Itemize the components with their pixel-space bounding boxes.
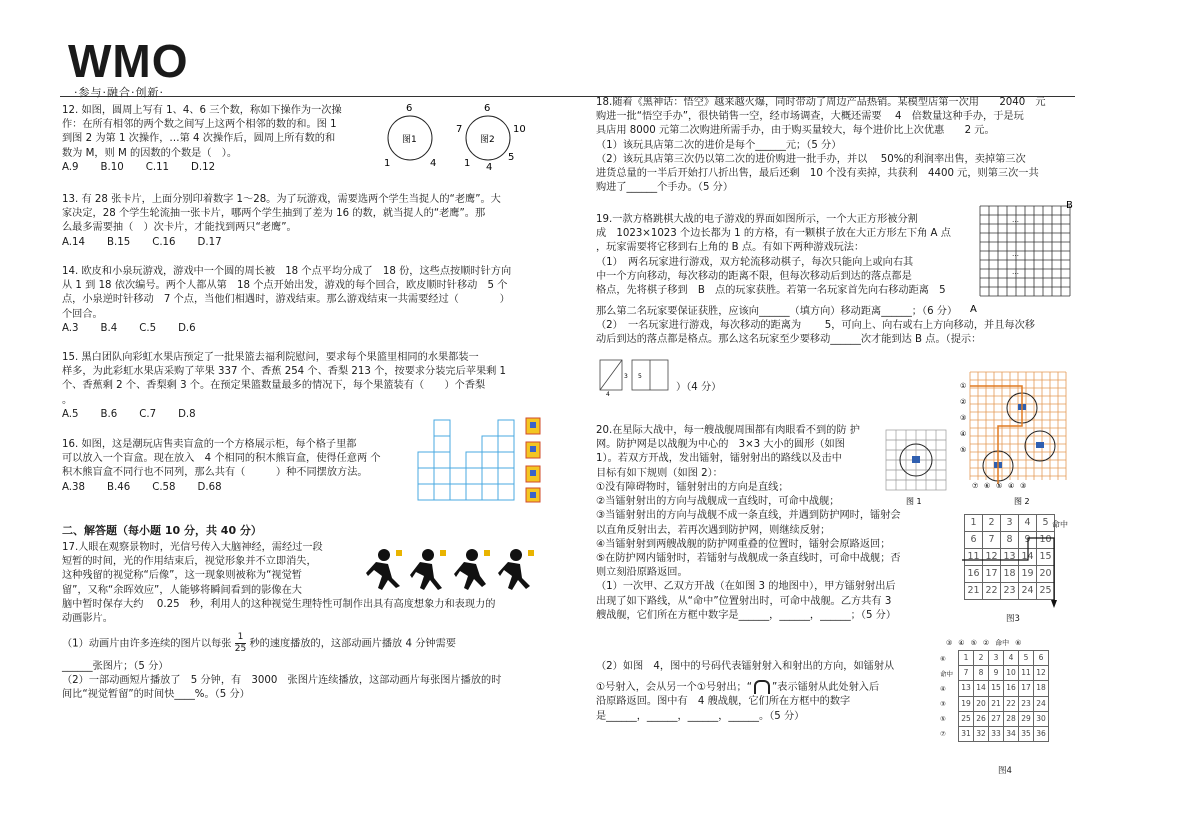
question-12 <box>62 104 382 175</box>
fig4-top-label: 命中 <box>995 639 1010 647</box>
q20-line: 艘战舰，它们所在方框中数字是______，______，______；（5 分） <box>596 609 897 621</box>
hint-num: 3 <box>624 373 628 380</box>
option-a: A.38 <box>62 481 85 493</box>
fig2-side-label: ③ <box>960 414 967 422</box>
fig4-cell: 32 <box>974 727 989 742</box>
option-d: D.12 <box>191 161 216 173</box>
q12-line: 到图 2 为第 1 次操作，…第 4 次操作后，圆周上所有数的和 <box>62 133 336 145</box>
fig4-cell: 10 <box>1004 666 1019 681</box>
q17-line: 短暂的时间，光的作用结束后，视觉形象并不立即消失， <box>62 556 317 568</box>
q19-line: 那么第二名玩家要保证获胜，应该向______（填方向）移动距离______；（6 分） <box>596 306 958 317</box>
fig4-side-label: ⑥ <box>940 655 946 663</box>
fig2-bottom-label: ⑥ <box>984 482 991 490</box>
fig2-num: 4 <box>486 162 493 172</box>
fraction-num: 1 <box>235 632 246 644</box>
fig4-cell: 17 <box>1019 681 1034 696</box>
fig4-grid <box>958 650 1049 742</box>
slogan: ·参与·融合·创新· <box>74 86 164 99</box>
option-c: C.16 <box>152 236 176 248</box>
fig3-cell: 3 <box>1001 515 1019 532</box>
ellipsis: … <box>1012 216 1019 224</box>
fig4-row <box>959 727 1049 742</box>
fig3-cell: 6 <box>965 532 983 549</box>
q19-line: 中一个方向移动，每次移动的距离不限，但每次移动后到达的落点都是 <box>596 270 912 282</box>
hint-num: 4 <box>606 391 610 396</box>
fig4-cell: 31 <box>959 727 974 742</box>
fig3-cell: 12 <box>983 549 1001 566</box>
q16-options <box>62 481 422 495</box>
question-20-part2 <box>596 660 936 724</box>
fig2-label: 图2 <box>480 135 495 145</box>
q17-part1-line2 <box>62 660 552 703</box>
q13-options <box>62 236 552 250</box>
fig4-cell: 26 <box>974 711 989 726</box>
fig4-cell: 1 <box>959 651 974 666</box>
q18-line: （2）该玩具店第三次仍以第二次的进价购进一批手办，并以 50%的利润率出售，卖掉第三次 <box>596 153 1026 165</box>
q14-line: 个回合。 <box>62 308 103 320</box>
fig1-label: 图1 <box>402 135 417 145</box>
fig3-cell: 5 <box>1037 515 1055 532</box>
question-16 <box>62 438 422 495</box>
fig4-top-label: ④ <box>958 639 965 647</box>
fig2-num: 10 <box>513 124 526 135</box>
q14-line: 从 1 到 18 依次编号。两个人都从第 18 个点开始出发，游戏的每个回合，欧皮顺时针移动 5 个 <box>62 280 508 292</box>
fig2-side-label: ⑤ <box>960 446 967 454</box>
fig2-num: 5 <box>508 152 515 163</box>
q18-line: （1）该玩具店第二次的进价是每个______元；（5 分） <box>596 139 842 151</box>
fig3-cell: 1 <box>965 515 983 532</box>
q19-line: 19.一款方格跳棋大战的电子游戏的界面如图所示，一个大正方形被分割 <box>596 214 918 225</box>
fig4-top-label: ② <box>982 639 990 647</box>
fig4-cell: 14 <box>974 681 989 696</box>
q18-line: 进货总量的一半后开始打八折出售，最后还剩 10 个没有卖掉，共获利 4400 元，则第三次一共 <box>596 168 1039 180</box>
fig4-row <box>959 651 1049 666</box>
q13-line: 家决定，28 个学生轮流抽一张卡片，哪两个学生抽到了差为 16 的数，就当捉人的“老鹰”。那 <box>62 208 486 220</box>
fig4-cell: 20 <box>974 696 989 711</box>
checker-board-figure <box>966 196 1076 316</box>
fig4-cell: 36 <box>1034 727 1049 742</box>
q20-text: ”表示镭射从此处射入后 <box>771 682 880 694</box>
option-c: C.58 <box>152 481 176 493</box>
fig4-cell: 5 <box>1019 651 1034 666</box>
fig4-cell: 23 <box>1019 696 1034 711</box>
q13-line: 13. 有 28 张卡片，上面分别印着数字 1～28。为了玩游戏，需要选两个学生当捉人的“老鹰”。大 <box>62 194 501 205</box>
q20-line: 出现了如下路线，从“命中”位置射出时，可命中战舰。乙方共有 3 <box>596 595 892 607</box>
point-b-label: B <box>1066 200 1073 211</box>
q19-line: （1） 两名玩家进行游戏，双方轮流移动棋子，每次只能向上或向右其 <box>596 256 914 268</box>
fig3-cell: 18 <box>1001 566 1019 583</box>
option-b: B.46 <box>107 481 131 493</box>
fig4-cell: 4 <box>1004 651 1019 666</box>
shield-figure-1 <box>884 428 948 508</box>
q15-line: 。 <box>62 394 73 406</box>
fig3-cell: 11 <box>965 549 983 566</box>
fig4-top-label: ⑥ <box>1015 639 1022 647</box>
question-14 <box>62 265 552 336</box>
fig4-cell: 12 <box>1034 666 1049 681</box>
q17-line: （2）一部动画短片播放了 5 分钟，有 3000 张图片连续播放，这部动画片每张图片播放的时 <box>62 675 502 687</box>
fig4-cell: 13 <box>959 681 974 696</box>
fig2-bottom-label: ⑤ <box>996 482 1003 490</box>
fig1-num: 6 <box>406 103 413 114</box>
fig3-row <box>965 515 1055 532</box>
fig4-cell: 15 <box>989 681 1004 696</box>
blind-box-icons <box>526 418 540 502</box>
q20-line: 则立刻沿原路返回。 <box>596 567 688 579</box>
option-b: B.4 <box>100 322 118 334</box>
q12-line: 作：在所有相邻的两个数之间写上这两个相邻的数的和。图 1 <box>62 119 337 131</box>
q17-line: 这种残留的视觉称“后像”，这一现象则被称为“视觉暂 <box>62 570 302 582</box>
q19-line: ，玩家需要将它移到右上角的 B 点。有如下两种游戏玩法： <box>596 242 865 254</box>
option-d: D.17 <box>197 236 222 248</box>
fig2-caption: 图 2 <box>1014 497 1030 506</box>
wmo-logo: WMO <box>68 35 189 87</box>
q12-line: 12. 如图，圆周上写有 1、4、6 三个数，称如下操作为一次操 <box>62 105 342 116</box>
fig4-side-label: ③ <box>940 700 946 708</box>
q17-line: 脑中暂时保存大约 0.25 秒，利用人的这种视觉生理特性可制作出具有高度想象力和表现力的 <box>62 598 496 610</box>
fig4-cell: 22 <box>1004 696 1019 711</box>
fraction <box>235 632 246 655</box>
fig1-caption: 图 1 <box>906 497 922 506</box>
q17-part1-text: （1）动画片由许多连续的图片以每张 <box>62 638 232 650</box>
fig3-cell: 22 <box>983 583 1001 600</box>
fig3-cell: 4 <box>1019 515 1037 532</box>
fig4-cell: 21 <box>989 696 1004 711</box>
fig4-cell: 30 <box>1034 711 1049 726</box>
fig4-top-labels <box>946 636 1066 650</box>
fig4-cell: 7 <box>959 666 974 681</box>
q17-line: 17.人眼在观察景物时，光信号传入大脑神经，需经过一段 <box>62 542 323 553</box>
q20-line: 20.在星际大战中，每一艘战舰周围都有肉眼看不到的防 护 <box>596 425 860 436</box>
fig3-laser-path <box>958 534 1068 614</box>
q20-text: ①号射入，会从另一个①号射出；“ <box>596 682 752 694</box>
fig3-cell: 14 <box>1019 549 1037 566</box>
fig2-side-label: ① <box>960 382 967 390</box>
fig3-cell: 2 <box>983 515 1001 532</box>
fraction-den: 25 <box>234 644 247 654</box>
q14-line: 14. 欧皮和小泉玩游戏，游戏中一个圆的周长被 18 个点平均分成了 18 份，这些点按顺时针方向 <box>62 266 512 277</box>
fig4-row <box>959 666 1049 681</box>
q20-line <box>596 680 936 695</box>
fig2-bottom-label: ③ <box>1020 482 1027 490</box>
q20-line: （1）一次甲、乙双方开战（在如图 3 的地图中），甲方镭射射出后 <box>596 581 896 593</box>
running-figures-image <box>362 546 542 592</box>
q19-line: 成 1023×1023 个边长都为 1 的方格，有一颗棋子放在大正方形左下角 A 点 <box>596 228 951 240</box>
hint-num: 5 <box>638 373 642 380</box>
fig3-hit-label: 命中 <box>1052 520 1068 529</box>
fig4-cell: 28 <box>1004 711 1019 726</box>
fig4-cell: 9 <box>989 666 1004 681</box>
fig3-cell: 13 <box>1001 549 1019 566</box>
fig4-cell: 8 <box>974 666 989 681</box>
q19-line: （2） 一名玩家进行游戏，每次移动的距离为 5，可向上、向右或右上方向移动，并且每次移 <box>596 320 1035 332</box>
q20-line: ⑤在防护网内镭射时，若镭射与战舰成一条直线时，可命中战舰；否 <box>596 553 901 565</box>
q18-line: 18.随着《黑神话：悟空》越来越火爆，同时带动了周边产品热销。某模型店第一次用 2040 元 <box>596 97 1046 108</box>
q20-line: （2）如图 4，图中的号码代表镭射射入和射出的方向，如镭射从 <box>596 661 895 672</box>
q20-line: 是______，______，______，______。（5 分） <box>596 710 805 722</box>
fig4-side-label: ⑦ <box>940 730 946 738</box>
q16-line: 16. 如图，这是潮玩店售卖盲盒的一个方格展示柜，每个格子里都 <box>62 439 357 450</box>
option-c: C.7 <box>139 408 157 420</box>
q17-line: 动画影片。 <box>62 613 113 625</box>
q13-line: 么最多需要抽（ ）次卡片，才能找到两只“老鹰”。 <box>62 222 297 234</box>
fig2-bottom-label: ⑦ <box>972 482 979 490</box>
q17-line: ______张图片；（5 分） <box>62 661 169 672</box>
fig4-row <box>959 681 1049 696</box>
ship-icon <box>912 456 920 463</box>
q18-line: 购进一批“悟空手办”，很快销售一空，经市场调查，大概还需要 4 倍数量这种手办，于是玩 <box>596 111 1024 123</box>
fig2-num: 6 <box>484 103 491 114</box>
fig2-num: 7 <box>456 124 463 135</box>
q18-line: 具店用 8000 元第二次购进所需手办，由于购买量较大，每个进价比上次优惠 2 元。 <box>596 125 995 137</box>
fig3-cell: 7 <box>983 532 1001 549</box>
fig4-cell: 29 <box>1019 711 1034 726</box>
q20-line: 沿原路返回。图中有 4 艘战舰，它们所在方框中的数字 <box>596 696 851 708</box>
option-a: A.5 <box>62 408 79 420</box>
q20-line: 1）。若双方开战，发出镭射，镭射射出的路线以及击中 <box>596 453 842 465</box>
shield-figure-2 <box>958 368 1076 508</box>
q20-line: 目标有如下规则（如图 2）： <box>596 467 723 479</box>
fig3-cell: 20 <box>1037 566 1055 583</box>
q20-line: ②当镭射射出的方向与战舰成一直线时，可命中战舰； <box>596 496 840 508</box>
fig3-cell: 25 <box>1037 583 1055 600</box>
q19-hint-figure <box>598 356 672 396</box>
option-d: D.6 <box>178 322 196 334</box>
question-13 <box>62 193 552 250</box>
q17-line: 间比“视觉暂留”的时间快____%。（5 分） <box>62 689 250 701</box>
option-a: A.14 <box>62 236 85 248</box>
fig4-cell: 6 <box>1034 651 1049 666</box>
fig3-cell: 15 <box>1037 549 1055 566</box>
fig3-cell: 10 <box>1037 532 1055 549</box>
option-d: D.8 <box>178 408 196 420</box>
fig1-num: 1 <box>384 158 391 169</box>
fig4-row <box>959 696 1049 711</box>
fig3-cell: 8 <box>1001 532 1019 549</box>
question-18 <box>596 96 1076 195</box>
q20-line: 网。防护网是以战舰为中心的 3×3 大小的圆形（如图 <box>596 439 845 451</box>
q15-line: 样多，为此彩虹水果店采购了苹果 337 个、香蕉 254 个、香梨 213 个，按要求分装完后苹果剩 1 <box>62 366 507 378</box>
option-c: C.5 <box>139 322 157 334</box>
fig4-cell: 11 <box>1019 666 1034 681</box>
fig4-top-label: ⑤ <box>970 639 977 647</box>
q20-line: ④当镭射射到两艘战舰的防护网重叠的位置时，镭射会原路返回； <box>596 538 891 550</box>
q17-line: 留”，又称“余晖效应”，人能够将瞬间看到的影像在大 <box>62 584 302 596</box>
section-2-heading: 二、解答题（每小题 10 分，共 40 分） <box>62 524 262 537</box>
q20-line: ①没有障碍物时，镭射射出的方向是直线； <box>596 482 789 493</box>
q20-line: ③当镭射射出的方向与战舰不成一条直线，并遇到防护网时，镭射会 <box>596 510 901 522</box>
q19-line: 格点，先将棋子移到 B 点的玩家获胜。若第一名玩家首先向右移动距离 5 <box>596 285 946 297</box>
fig4-top-label: ③ <box>946 639 953 647</box>
return-arrow-icon <box>754 680 770 694</box>
fig3-cell: 9 <box>1019 532 1037 549</box>
fig3-cell: 16 <box>965 566 983 583</box>
q12-line: 数为 M，则 M 的因数的个数是（ ）。 <box>62 147 238 159</box>
fig2-side-label: ④ <box>960 430 967 438</box>
fig2-num: 1 <box>464 158 471 169</box>
fig4-cell: 16 <box>1004 681 1019 696</box>
fig1-num: 4 <box>430 158 437 169</box>
fig3-cell: 21 <box>965 583 983 600</box>
fig4-cell: 33 <box>989 727 1004 742</box>
q15-line: 个、香蕉剩 2 个、香梨剩 3 个。在预定果篮数量最多的情况下，每个果篮装有（ ）个香梨 <box>62 380 486 392</box>
display-cabinet-grid <box>414 412 552 504</box>
fig4-cell: 3 <box>989 651 1004 666</box>
fig4-cell: 2 <box>974 651 989 666</box>
ellipsis: … <box>1012 268 1019 276</box>
fig2-side-label: ② <box>960 398 967 406</box>
q16-line: 可以放入一个盲盒。现在放入 4 个相同的积木熊盲盒，使得任意两 个 <box>62 453 381 465</box>
option-b: B.15 <box>107 236 131 248</box>
fig4-side-label: ⑤ <box>940 715 946 723</box>
fig4-side-label: 命中 <box>940 670 953 678</box>
option-d: D.68 <box>197 481 222 493</box>
fig4-cell: 18 <box>1034 681 1049 696</box>
fig4-cell: 34 <box>1004 727 1019 742</box>
option-c: C.11 <box>145 161 170 173</box>
fig4-cell: 27 <box>989 711 1004 726</box>
option-b: B.10 <box>100 161 124 173</box>
question-20 <box>596 424 888 481</box>
fig4-cell: 24 <box>1034 696 1049 711</box>
q17-part1 <box>62 632 552 655</box>
fig3-caption: 图3 <box>1006 614 1020 624</box>
fig4-caption: 图4 <box>998 766 1012 776</box>
q12-options <box>62 161 382 175</box>
q20-line: 以直角反射出去，若再次遇到防护网，则继续反射； <box>596 524 831 536</box>
q16-line: 积木熊盲盒不同行也不同列，那么共有（ ）种不同摆放方法。 <box>62 467 368 479</box>
fig3-cell: 19 <box>1019 566 1037 583</box>
fig4-side-labels <box>940 652 953 742</box>
point-a-label: A <box>970 304 977 315</box>
option-a: A.9 <box>62 161 79 173</box>
q18-line: 购进了______个手办。（5 分） <box>596 182 734 194</box>
q19-hint-tail: ）（4 分） <box>676 382 722 393</box>
fig3-cell: 17 <box>983 566 1001 583</box>
q12-circle-figures <box>380 100 540 172</box>
fig4-cell: 19 <box>959 696 974 711</box>
q15-line: 15. 黑白团队向彩虹水果店预定了一批果篮去福利院慰问，要求每个果篮里相同的水果都装一 <box>62 352 479 363</box>
fig4-row <box>959 711 1049 726</box>
q19-line: 动后到达的落点都是格点。那么这名玩家至少要移动______次才能到达 B 点。（提示： <box>596 334 982 346</box>
question-19 <box>596 213 966 298</box>
option-b: B.6 <box>100 408 118 420</box>
fig2-bottom-label: ④ <box>1008 482 1015 490</box>
fig3-cell: 24 <box>1019 583 1037 600</box>
fig4-cell: 35 <box>1019 727 1034 742</box>
q14-line: 点，小泉逆时针移动 7 个点，当他们相遇时，游戏结束。那么游戏结束一共需要经过（ ） <box>62 294 510 306</box>
fig4-side-label: ④ <box>940 685 946 693</box>
ellipsis: … <box>1012 250 1019 258</box>
option-a: A.3 <box>62 322 79 334</box>
fig4-cell: 25 <box>959 711 974 726</box>
q17-part1-tail: 秒的速度播放的，这部动画片播放 4 分钟需要 <box>249 638 456 650</box>
fig3-cell: 23 <box>1001 583 1019 600</box>
q14-options <box>62 322 552 336</box>
